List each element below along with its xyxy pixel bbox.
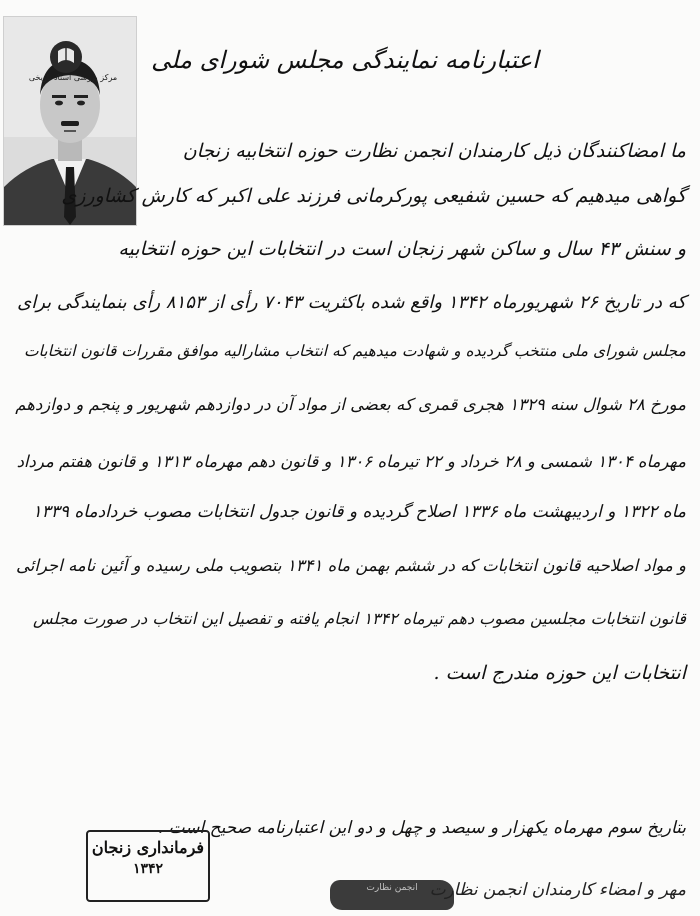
archive-logo-icon [48, 39, 84, 75]
text-line-3: و سنش ۴۳ سال و ساکن شهر زنجان است در انتخابات این حوزه انتخابیه [118, 238, 686, 260]
text-line-10: قانون انتخابات مجلسین مصوب دهم تیرماه ۱۳۴۲ انجام یافته و تفصیل این انتخاب در صورت مجلس [32, 609, 686, 628]
signature-caption: مهر و امضاء کارمندان انجمن نظارت [429, 880, 686, 900]
text-line-9: و مواد اصلاحیه قانون انتخابات که در ششم بهمن ماه ۱۳۴۱ بتصویب ملی رسیده و آئین نامه اجرائی [16, 556, 686, 575]
document-title: اعتبارنامه نمایندگی مجلس شورای ملی [151, 46, 539, 74]
stamp-year: ۱۳۴۲ [132, 861, 164, 877]
official-stamp [86, 830, 210, 902]
seal-text: انجمن نظارت [366, 883, 418, 893]
text-line-8: ماه ۱۳۲۲ و اردیبهشت ماه ۱۳۳۶ اصلاح گردیده و قانون جدول انتخابات مصوب خردادماه ۱۳۳۹ [32, 502, 686, 522]
text-line-1: ما امضاکنندگان ذیل کارمندان انجمن نظارت حوزه انتخابیه زنجان [182, 140, 686, 162]
text-line-11: انتخابات این حوزه مندرج است . [433, 662, 686, 684]
text-line-4: که در تاریخ ۲۶ شهریورماه ۱۳۴۲ واقع شده باکثریت ۷۰۴۳ رأی از ۸۱۵۳ رأی بنمایندگی برای [17, 292, 686, 313]
text-line-2: گواهی میدهیم که حسین شفیعی پورکرمانی فرزند علی اکبر که کارش کشاورزی [61, 185, 686, 207]
watermark-text: مرکز بررسی اسناد تاریخی [28, 73, 118, 82]
text-line-5: مجلس شورای ملی منتخب گردیده و شهادت میدهیم که انتخاب مشارالیه موافق مقررات قانون انتخابات [23, 342, 686, 360]
stamp-title: فرمانداری زنجان [91, 838, 205, 857]
text-line-6: مورخ ۲۸ شوال سنه ۱۳۲۹ هجری قمری که بعضی از مواد آن در دوازدهم شهریور و پنجم و دوازدهم [15, 395, 686, 414]
text-line-12: بتاریخ سوم مهرماه یکهزار و سیصد و چهل و دو این اعتبارنامه صحیح است . [157, 818, 686, 838]
text-line-7: مهرماه ۱۳۰۴ شمسی و ۲۸ خرداد و ۲۲ تیرماه ۱۳۰۶ و قانون دهم مهرماه ۱۳۱۳ و قانون هفتم مرداد [16, 452, 686, 471]
